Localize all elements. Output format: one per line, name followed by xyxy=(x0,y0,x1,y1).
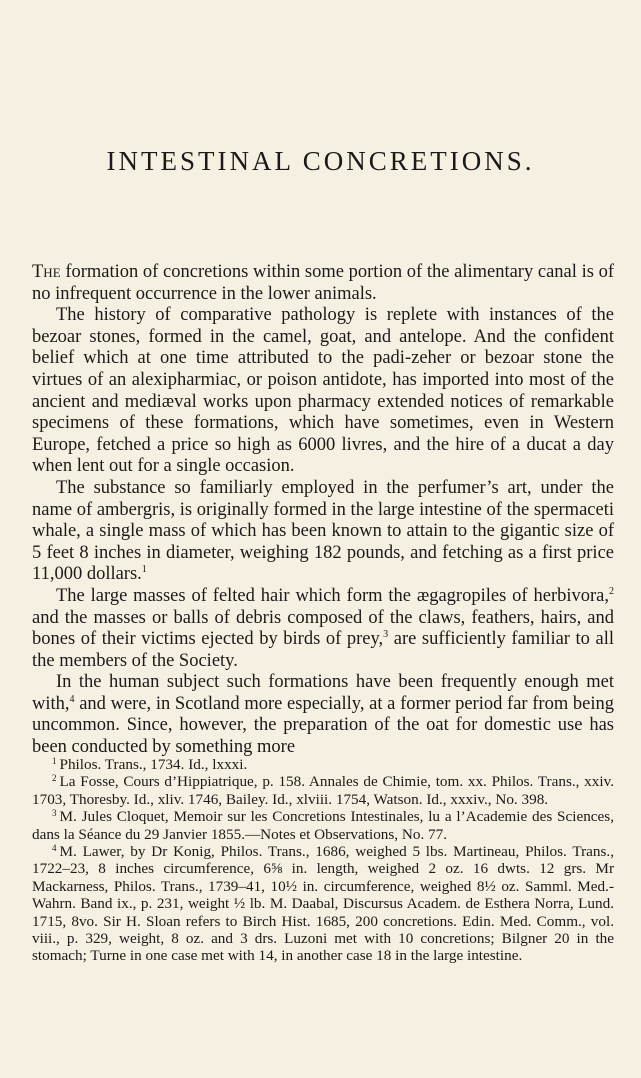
paragraph-5 xyxy=(32,672,614,758)
footnote-mark: 3 xyxy=(52,808,57,819)
body-text xyxy=(32,262,614,759)
opening-word: The xyxy=(32,262,61,282)
paragraph-4-text-c: are sufficiently familiar to all the members of the Society. xyxy=(32,629,615,671)
footnote xyxy=(32,843,614,965)
footnote-mark: 1 xyxy=(52,756,57,766)
paragraph-4 xyxy=(32,586,614,672)
footnote-ref-2: 2 xyxy=(609,585,614,597)
paragraph-1-text: formation of concretions within some portion of the alimentary canal is of no infrequent occurrence in the lower animals. xyxy=(32,262,614,304)
paragraph-5-text-a: In the human subject such formations have been frequently enough met with, xyxy=(32,672,614,714)
footnote-text: Philos. Trans., 1734. Id., lxxxi. xyxy=(59,756,248,773)
paragraph-4-text-b: and the masses or balls of debris composed of the claws, feathers, hairs, and bones of their victims ejected by birds of prey, xyxy=(32,607,614,650)
footnote-text: M. Lawer, by Dr Konig, Philos. Trans., 1686, weighed 5 lbs. Martineau, Philos. Trans., 1722–23, 8 inches circumference, 6⅝ in. length, weighed 2 oz. 16 dwts. 12 grs. Mr Mackarness, Philos. Trans., 1739–41, 10½ in. circumference, weighed 8½ oz. Samml. Med.-Wahrn. Band ix., p. 231, weight ½ lb. M. Daabal, Discursus Academ. de Esthera Norra, Lund. 1715, 8vo. Sir H. Sloan refers to Birch Hist. 1685, 200 concretions. Edin. Med. Comm., vol. viii., p. 329, weight, 8 oz. and 3 drs. Luzoni met with 10 concretions; Bilgner 20 in the stomach; Turne in one case met with 14, in another case 18 in the large intestine. xyxy=(32,843,614,965)
chapter-title: INTESTINAL CONCRETIONS. xyxy=(106,146,535,176)
footnote-ref-4: 4 xyxy=(69,693,75,705)
footnote-text: La Fosse, Cours d’Hippiatrique, p. 158. Annales de Chimie, tom. xx. Philos. Trans., xxiv. 1703, Thoresby. Id., xliv. 1746, Bailey. Id., xlviii. 1754, Watson. Id., xxxiv., No. 398. xyxy=(32,773,614,808)
footnote xyxy=(32,756,614,773)
paragraph-3 xyxy=(32,478,614,586)
paragraph-4-text-a: The large masses of felted hair which form the ægagropiles of herbivora, xyxy=(56,585,609,606)
footnote-text: M. Jules Cloquet, Memoir sur les Concretions Intestinales, lu a l’Academie des Sciences, dans la Séance du 29 Janvier 1855.—Notes et Observations, No. 77. xyxy=(32,808,614,843)
paragraph-2: The history of comparative pathology is replete with instances of the bezoar stones, formed in the camel, goat, and antelope. And the confident belief which at one time attributed to the padi-zeher or bezoar stone the virtues of an alexipharmiac, or poison antidote, has imported into most of the ancient and mediæval works upon pharmacy extended notices of remarkable specimens of these formations, which have sometimes, even in Western Europe, fetched a price so high as 6000 livres, and the hire of a ducat a day when lent out for a single occasion. xyxy=(32,305,614,477)
footnote-mark: 2 xyxy=(52,773,57,784)
paragraph-3-text: The substance so familiarly employed in the perfumer’s art, under the name of ambergris, is originally formed in the large intestine of the spermaceti whale, a single mass of which has been known to attain to the gigantic size of 5 feet 8 inches in diameter, weighing 182 pounds, and fetching as a first price 11,000 dollars. xyxy=(32,477,614,585)
footnote-ref-1: 1 xyxy=(141,564,147,576)
footnote xyxy=(32,773,614,808)
paragraph-1 xyxy=(32,262,614,305)
paragraph-5-text-b: and were, in Scotland more especially, at a former period far from being uncommon. Since, however, the preparation of the oat for domestic use has been conducted by something more xyxy=(32,693,614,758)
footnote xyxy=(32,808,614,843)
footnotes xyxy=(32,756,614,965)
footnote-mark: 4 xyxy=(52,843,57,854)
footnote-ref-3: 3 xyxy=(383,629,389,641)
